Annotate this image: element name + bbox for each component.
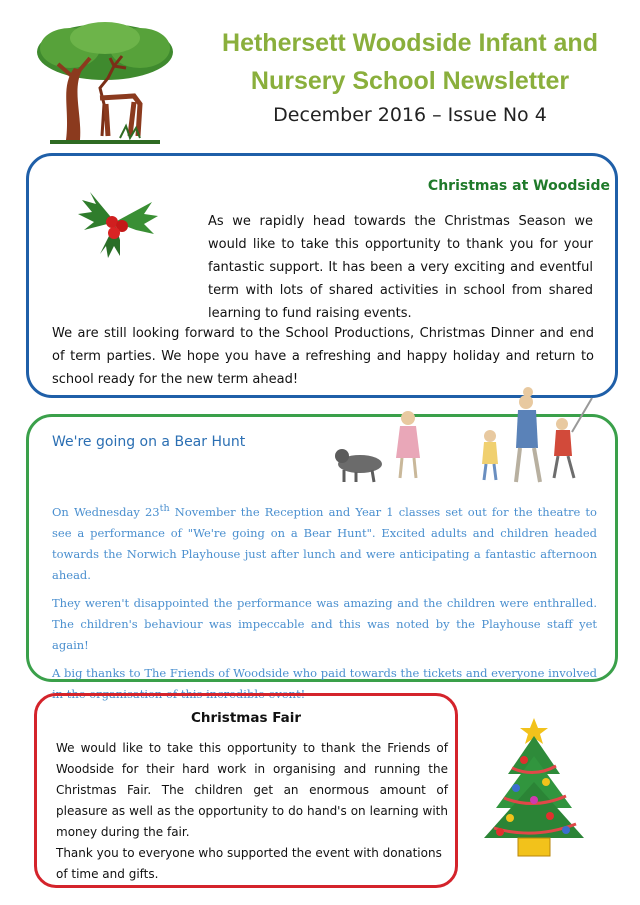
- bear-hunt-paragraph-3: A big thanks to The Friends of Woodside who paid towards the tickets and everyone involved in the organisation of this incredible event!: [52, 665, 597, 701]
- bear-hunt-paragraph-1-rest: November the Reception and Year 1 classes set out for the theatre to see a performance of "We're going on a Bear Hunt". Excited adults and children headed towards the Norwich Playhouse just after lunch and were anticipating a fantastic afternoon ahead.: [52, 504, 597, 582]
- christmas-paragraph-2: We are still looking forward to the School Productions, Christmas Dinner and end of term parties. We hope you have a refreshing and happy holiday and return to school ready for the new term ahead!: [52, 326, 594, 387]
- school-logo-deer-tree: [30, 18, 180, 146]
- date-suffix: th: [159, 503, 170, 514]
- bear-hunt-date: On Wednesday 23: [52, 504, 160, 519]
- bear-hunt-body: [52, 498, 597, 712]
- holly-icon: [70, 182, 160, 262]
- christmas-fair-heading: Christmas Fair: [190, 710, 302, 726]
- newsletter-title: Hethersett Woodside Infant and Nursery School Newsletter: [222, 29, 598, 95]
- christmas-fair-body: [56, 738, 448, 885]
- bear-hunt-paragraph-1: [52, 498, 597, 586]
- newsletter-issue: December 2016 – Issue No 4: [273, 104, 547, 126]
- christmas-paragraph-1: As we rapidly head towards the Christmas Season we would like to take this opportunity to thank you for your fantastic support. It has been a very exciting and eventful term with lots of shared activities in school from shared learning to fund raising events.: [208, 214, 593, 321]
- bear-hunt-heading: We're going on a Bear Hunt: [52, 434, 246, 450]
- christmas-tree-icon: [480, 712, 588, 860]
- bear-hunt-paragraph-2: They weren't disappointed the performance was amazing and the children were enthralled. The children's behaviour was impeccable and this was noted by the Playhouse staff yet again!: [52, 595, 597, 652]
- christmas-fair-paragraph-2: Thank you to everyone who supported the event with donations of time and gifts.: [56, 846, 442, 881]
- christmas-heading: Christmas at Woodside: [427, 178, 610, 194]
- christmas-fair-paragraph-1: We would like to take this opportunity to thank the Friends of Woodside for their hard work in organising and running the Christmas Fair. The children get an enormous amount of pleasure as well as the opportunity to do hand's on learning with money during the fair.: [56, 741, 448, 839]
- bear-hunt-illustration: [330, 378, 600, 488]
